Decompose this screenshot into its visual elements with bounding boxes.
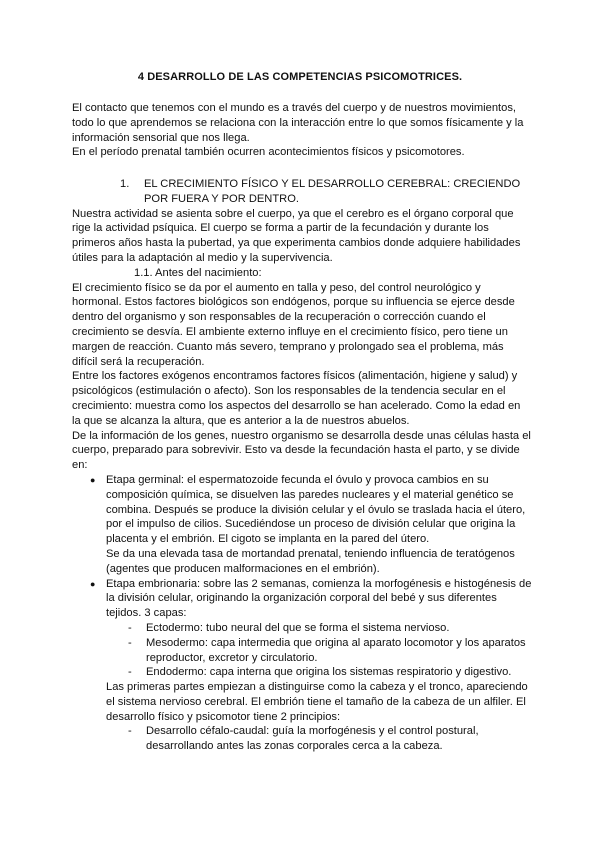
section-1-number: 1. — [120, 178, 130, 190]
layer-ectodermo-text: Ectodermo: tubo neural del que se forma el sistema nervioso. — [146, 621, 450, 634]
stage-germinal-extra: Se da una elevada tasa de mortandad prenatal, teniendo influencia de teratógenos (agentes que producen malformaciones en el embrión). — [106, 547, 515, 575]
page-title: 4 DESARROLLO DE LAS COMPETENCIAS PSICOMOTRICES. — [137, 71, 463, 83]
layer-endodermo — [106, 665, 532, 680]
layer-ectodermo — [106, 621, 532, 636]
section-1-paragraph-2: El crecimiento físico se da por el aumento en talla y peso, del control neurológico y hormonal. Estos factores biológicos son endógenos, porque su influencia se ejerce desde dentro del organismo y son responsables de la recuperación o corrección cuando el crecimiento se desvía. El ambiente externo influye en el crecimiento físico, pero tiene un margen de reacción. Cuanto más severo, temprano y prolongado sea el problema, más difícil será la recuperación. — [72, 281, 515, 368]
section-1-paragraph-3: Entre los factores exógenos encontramos factores físicos (alimentación, higiene y salud) y psicológicos (estimulación o afecto). Son los responsables de la tendencia secular en el crecimiento: muestra como los aspectos del desarrollo se han acelerado. Como la edad en la que se alcanza la altura, que es anterior a la de nuestros abuelos. — [72, 370, 521, 427]
stage-embrionaria-text: Etapa embrionaria: sobre las 2 semanas, comienza la morfogénesis e histogénesis de la división celular, originando la organización corporal del bebé y sus diferentes tejidos. 3 capas: — [106, 577, 532, 620]
bullet-icon: ● — [90, 474, 96, 485]
dash-icon: - — [128, 666, 132, 679]
layer-endodermo-text: Endodermo: capa interna que origina los sistemas respiratorio y digestivo. — [146, 666, 512, 679]
section-1-paragraph-4: De la información de los genes, nuestro organismo se desarrolla desde unas células hasta el cuerpo, preparado para sobrevivir. Esto va desde la fecundación hasta el parto, y se divide en: — [72, 429, 531, 472]
bullet-icon: ● — [90, 578, 96, 589]
dash-icon: - — [128, 621, 132, 634]
intro-paragraph-1: El contacto que tenemos con el mundo es a través del cuerpo y de nuestros movimientos, todo lo que aprendemos se relaciona con la interacción entre lo que somos físicamente y la información sensorial que nos llega. — [72, 102, 524, 144]
stage-germinal — [72, 473, 532, 577]
intro-block — [72, 101, 532, 160]
section-1-heading — [0, 177, 532, 207]
stage-germinal-text: Etapa germinal: el espermatozoide fecunda el óvulo y provoca cambios en su composición química, se disuelven las paredes nucleares y el material genético se combina. Después se produce la división celular y el óvulo se traslada hacia el útero, por el impulso de cilios. Sucediéndose un proceso de división celular que origina la placenta y el embrión. El cigoto se implanta en la pared del útero. — [106, 473, 526, 546]
section-1-paragraph: Nuestra actividad se asienta sobre el cuerpo, ya que el cerebro es el órgano corporal que rige la actividad psíquica. El cuerpo se forma a partir de la fecundación y durante los primeros años hasta la pubertad, ya que experimenta cambios donde adquiere habilidades útiles para la adaptación al medio y la supervivencia. — [72, 207, 521, 264]
intro-paragraph-2: En el período prenatal también ocurren acontecimientos físicos y psicomotores. — [72, 146, 465, 159]
layers-list — [106, 621, 532, 680]
stages-list — [72, 473, 532, 754]
section-1-heading-text: EL CRECIMIENTO FÍSICO Y EL DESARROLLO CEREBRAL: CRECIENDO POR FUERA Y POR DENTRO. — [144, 178, 521, 205]
dash-icon: - — [128, 636, 132, 649]
subsection-1-1-heading: 1.1. Antes del nacimiento: — [134, 266, 262, 279]
layer-mesodermo — [106, 636, 532, 666]
section-1 — [72, 177, 532, 754]
principle-cefalo-caudal — [106, 724, 532, 754]
stage-embrionaria — [72, 577, 532, 755]
dash-icon: - — [128, 725, 132, 738]
principles-list — [106, 724, 532, 754]
stage-embrionaria-extra: Las primeras partes empiezan a distinguirse como la cabeza y el tronco, apareciendo el sistema nervioso cerebral. El embrión tiene el tamaño de la cabeza de un alfiler. El desarrollo físico y psicomotor tiene 2 principios: — [106, 681, 528, 723]
principle-cefalo-caudal-text: Desarrollo céfalo-caudal: guía la morfogénesis y el control postural, desarrollando antes las zonas corporales cerca a la cabeza. — [146, 725, 479, 753]
layer-mesodermo-text: Mesodermo: capa intermedia que origina al aparato locomotor y los aparatos reproductor, excretor y circulatorio. — [146, 636, 526, 664]
